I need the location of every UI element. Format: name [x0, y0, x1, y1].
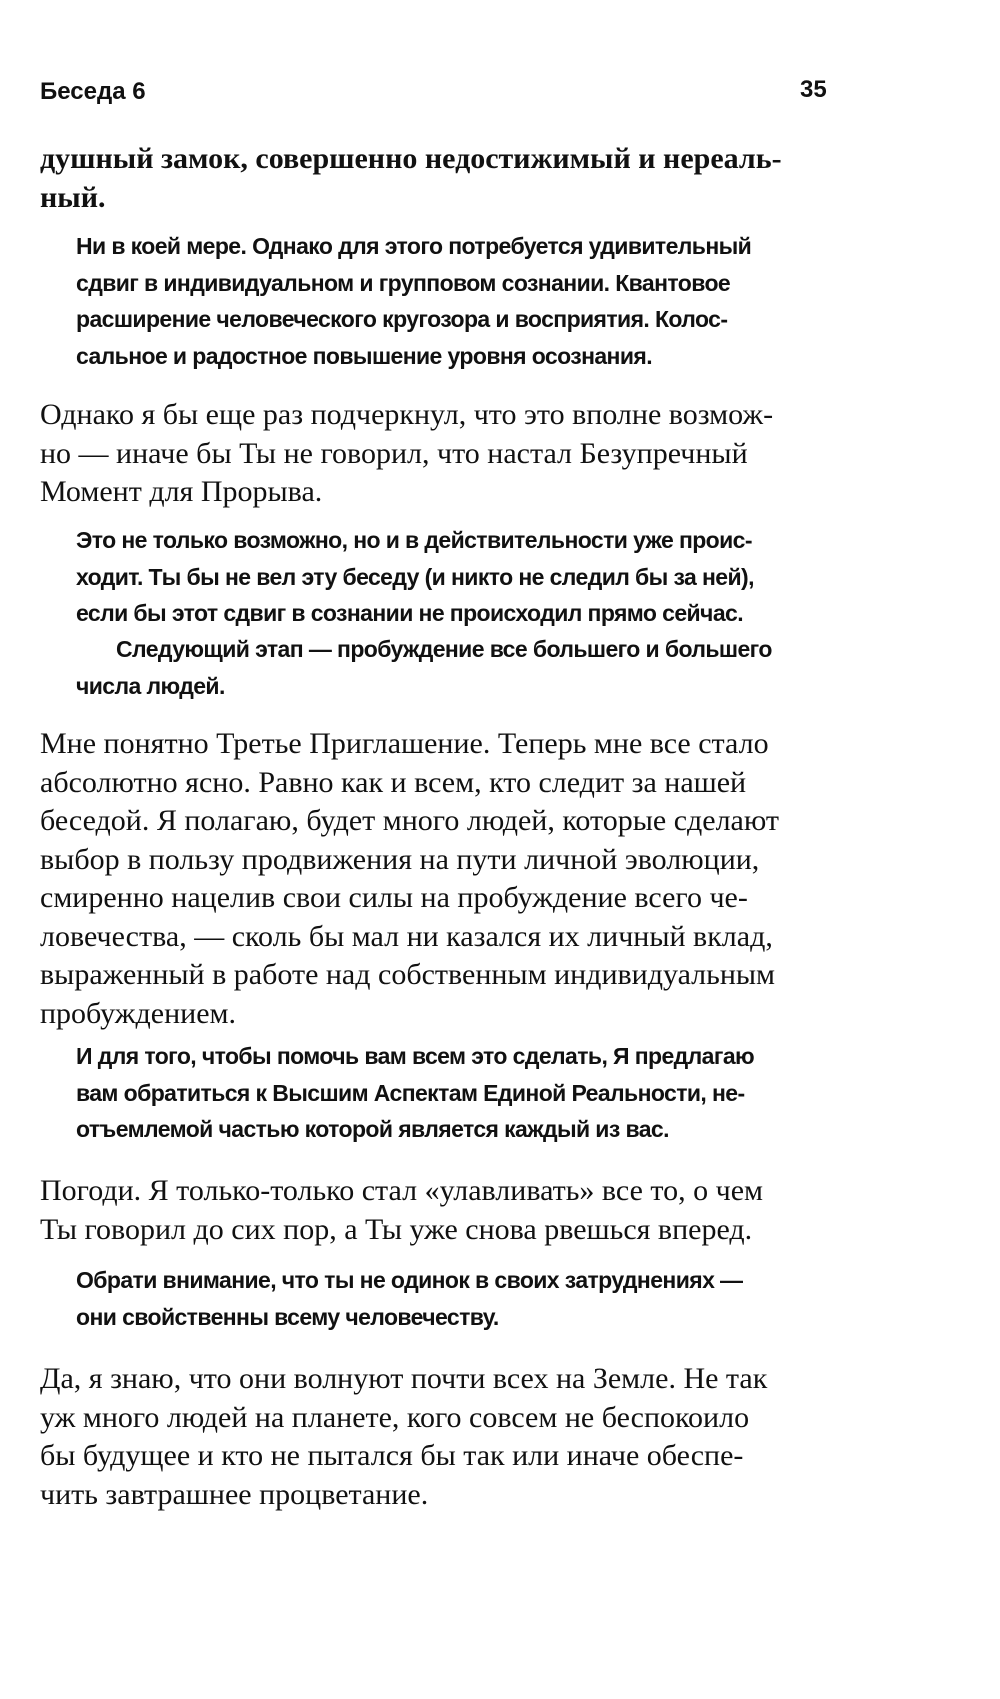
text-line: но — иначе бы Ты не говорил, что настал Безупречный	[40, 436, 748, 470]
text-line: Мне понятно Третье Приглашение. Теперь мне все стало	[40, 727, 769, 760]
text-line: числа людей.	[76, 672, 225, 699]
dialogue-answer-paragraph	[76, 522, 754, 632]
text-line: сальное и радостное повышение уровня осознания.	[76, 342, 652, 369]
dialogue-question-paragraph	[40, 396, 773, 512]
dialogue-answer-paragraph	[76, 1262, 742, 1335]
dialogue-answer-paragraph	[76, 631, 772, 704]
dialogue-answer-paragraph	[76, 228, 751, 374]
text-line: Это не только возможно, но и в действительности уже проис-	[76, 527, 752, 553]
text-line: ловечества, — сколь бы мал ни казался их личный вклад,	[40, 919, 773, 953]
text-line: сдвиг в индивидуальном и групповом сознании. Квантовое	[76, 269, 731, 296]
dialogue-question-paragraph	[40, 725, 779, 1033]
text-line: уж много людей на планете, кого совсем не беспокоило	[40, 1400, 750, 1434]
text-line: вам обратиться к Высшим Аспектам Единой Реальности, не-	[76, 1079, 745, 1106]
text-line: если бы этот сдвиг в сознании не происходил прямо сейчас.	[76, 600, 743, 626]
text-line: ный.	[40, 180, 106, 214]
text-line: пробуждением.	[40, 996, 236, 1030]
text-line: Следующий этап — пробуждение все большего и большего	[116, 636, 772, 662]
text-line: Момент для Прорыва.	[40, 475, 323, 508]
text-line: Ты говорил до сих пор, а Ты уже снова рвешься вперед.	[40, 1212, 753, 1246]
text-line: Да, я знаю, что они волнуют почти всех на Земле. Не так	[40, 1362, 768, 1395]
text-line: они свойственны всему человечеству.	[76, 1303, 499, 1330]
text-line: Погоди. Я только-только стал «улавливать» все то, о чем	[40, 1174, 764, 1207]
text-line: чить завтрашнее процветание.	[40, 1477, 429, 1511]
text-line: Ни в коей мере. Однако для этого потребуется удивительный	[76, 233, 752, 259]
text-line: И для того, чтобы помочь вам всем это сделать, Я предлагаю	[76, 1043, 755, 1069]
text-line: расширение человеческого кругозора и восприятия. Колос-	[76, 306, 728, 332]
dialogue-question-paragraph	[40, 1360, 767, 1514]
text-line: абсолютно ясно. Равно как и всем, кто следит за нашей	[40, 765, 747, 799]
text-line: выбор в пользу продвижения на пути личной эволюции,	[40, 842, 760, 876]
text-line: ходит. Ты бы не вел эту беседу (и никто не следил бы за ней),	[76, 563, 754, 590]
text-line: Однако я бы еще раз подчеркнул, что это вполне возмож-	[40, 398, 774, 431]
page-number: 35	[800, 76, 827, 103]
text-line: Обрати внимание, что ты не одинок в своих затруднениях —	[76, 1267, 743, 1293]
dialogue-question-paragraph	[40, 1172, 763, 1249]
text-line: смиренно нацелив свои силы на пробуждение всего че-	[40, 881, 748, 914]
text-line: беседой. Я полагаю, будет много людей, которые сделают	[40, 804, 779, 837]
text-line: отъемлемой частью которой является каждый из вас.	[76, 1116, 669, 1142]
text-line: выраженный в работе над собственным индивидуальным	[40, 958, 776, 991]
text-line: бы будущее и кто не пытался бы так или иначе обеспе-	[40, 1439, 744, 1472]
text-line: душный замок, совершенно недостижимый и нереаль-	[40, 142, 782, 175]
dialogue-question-paragraph	[40, 140, 782, 217]
running-head: Беседа 6	[40, 78, 146, 105]
dialogue-answer-paragraph	[76, 1038, 754, 1148]
